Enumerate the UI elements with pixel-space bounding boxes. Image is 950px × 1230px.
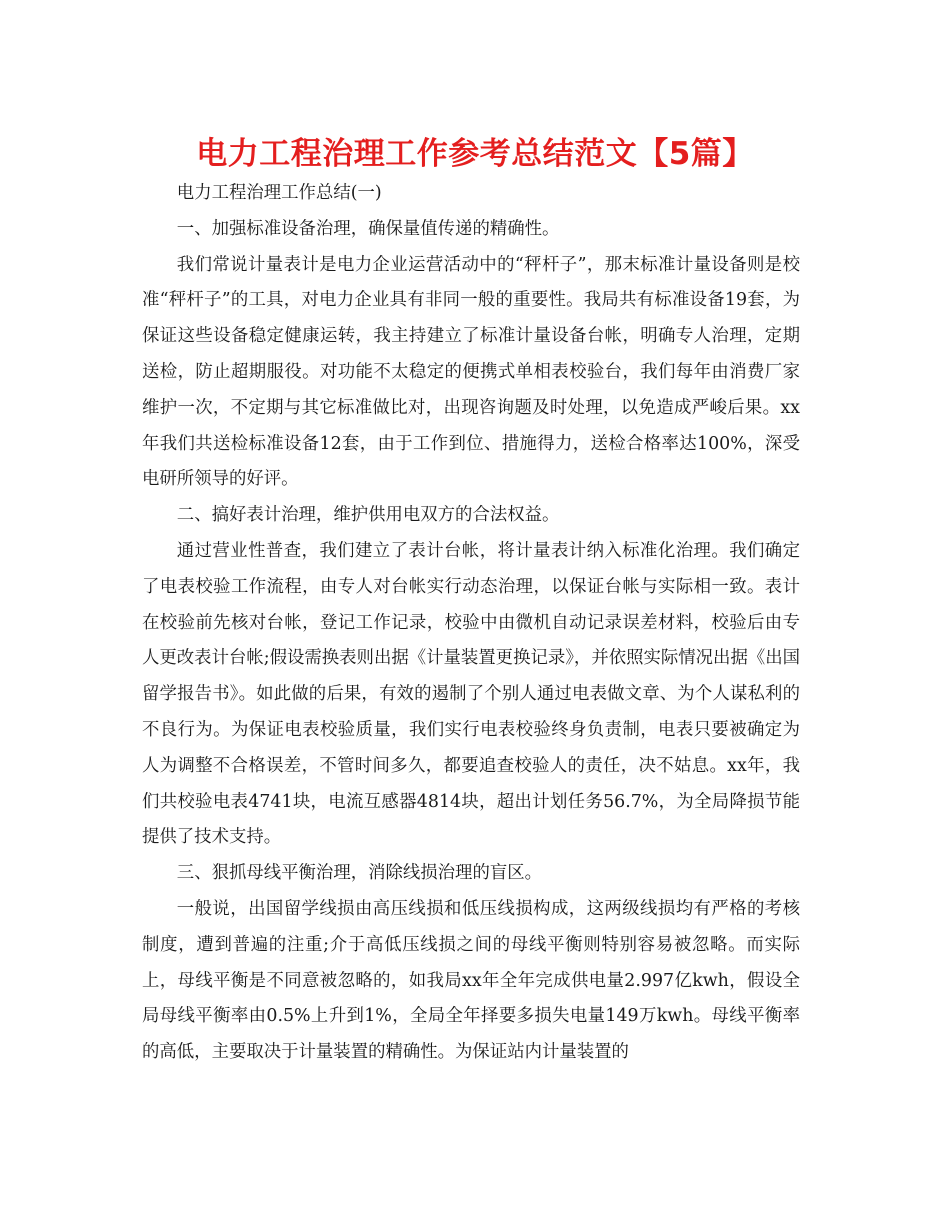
section-heading: 电力工程治理工作总结(一) — [176, 183, 382, 203]
subsection-heading: 二、搞好表计治理，维护供用电双方的合法权益。 — [176, 505, 560, 526]
body-paragraph: 我们常说计量表计是电力企业运营活动中的“秤杆子”，那末标准计量设备则是校准“秤杆子”的工具，对电力企业具有非同一般的重要性。我局共有标准设备19套，为保证这些设备稳定健康运转，我主持建立了标准计量设备台帐，明确专人治理，定期送检，防止超期服役。对功能不太稳定的便携式单相表校验台，我们每年由消费厂家维护一次，不定期与其它标准做比对，出现咨询题及时处理，以免造成严峻后果。xx年我们共送检标准设备12套，由于工作到位、措施得力，送检合格率达100%，深受电研所领导的好评。 — [142, 254, 800, 490]
subsection-heading: 一、加强标准设备治理，确保量值传递的精确性。 — [176, 218, 560, 239]
subsection-heading: 三、狠抓母线平衡治理，消除线损治理的盲区。 — [176, 863, 543, 884]
body-paragraph: 一般说，出国留学线损由高压线损和低压线损构成，这两级线损均有严格的考核制度，遭到普遍的注重;介于高低压线损之间的母线平衡则特别容易被忽略。而实际上，母线平衡是不同意被忽略的，如我局xx年全年完成供电量2.997亿kwh，假设全局母线平衡率由0.5%上升到1%，全局全年择要多损失电量149万kwh。母线平衡率的高低，主要取决于计量装置的精确性。为保证站内计量装置的 — [142, 898, 800, 1063]
body-paragraph: 通过营业性普查，我们建立了表计台帐，将计量表计纳入标准化治理。我们确定了电表校验工作流程，由专人对台帐实行动态治理，以保证台帐与实际相一致。表计在校验前先核对台帐，登记工作记录，校验中由微机自动记录误差材料，校验后由专人更改表计台帐;假设需换表则出据《计量装置更换记录》，并依照实际情况出据《出国留学报告书》。如此做的后果，有效的遏制了个别人通过电表做文章、为个人谋私利的不良行为。为保证电表校验质量，我们实行电表校验终身负责制，电表只要被确定为人为调整不合格误差，不管时间多久，都要追查校验人的责任，决不姑息。xx年，我们共校验电表4741块，电流互感器4814块，超出计划任务56.7%，为全局降损节能提供了技术支持。 — [142, 540, 801, 848]
document-body — [142, 176, 800, 1071]
document-title: 电力工程治理工作参考总结范文【5篇】 — [196, 136, 754, 172]
